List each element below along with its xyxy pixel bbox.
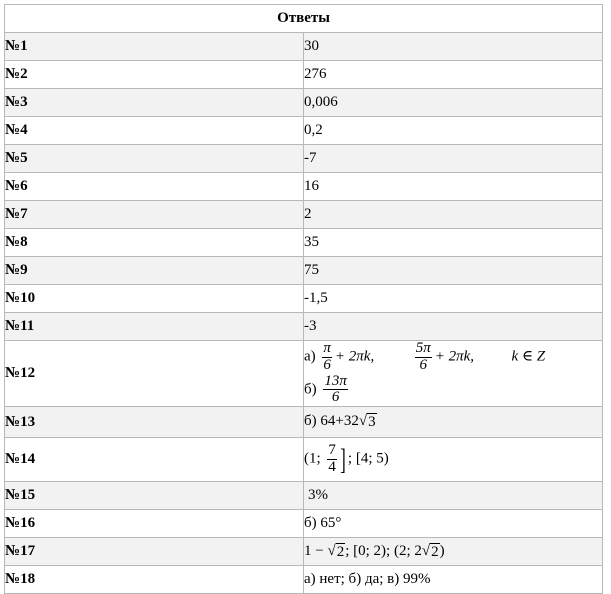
table-row: [5, 257, 603, 285]
answer-cell: [304, 407, 603, 438]
question-number: №12: [5, 341, 304, 407]
table-row: [5, 407, 603, 438]
interval-open: (1;: [304, 450, 321, 467]
table-row: [5, 229, 603, 257]
part-b-label: б): [304, 381, 317, 398]
sqrt-symbol: √: [327, 542, 336, 559]
fraction-numerator: 13π: [324, 372, 347, 389]
question-number: №6: [5, 173, 304, 201]
question-number: №2: [5, 61, 304, 89]
table-row: [5, 173, 603, 201]
answer-cell: б) 65°: [304, 510, 603, 538]
answer-text: -7: [304, 145, 603, 173]
fraction: [322, 341, 332, 374]
question-number: №5: [5, 145, 304, 173]
question-number: №17: [5, 538, 304, 566]
term: + 2πk,: [434, 348, 475, 365]
table-row: [5, 61, 603, 89]
answer-cell: [304, 538, 603, 566]
question-number: №18: [5, 566, 304, 594]
answer-cell: [304, 341, 603, 407]
condition: k ∈ Z: [511, 348, 546, 365]
part-a-label: а): [304, 348, 316, 365]
question-number: №3: [5, 89, 304, 117]
answer-text: 16: [304, 173, 603, 201]
answers-table: [4, 4, 603, 594]
fraction: [415, 341, 432, 374]
table-row: [5, 145, 603, 173]
answer-text: 0,2: [304, 117, 603, 145]
question-number: №16: [5, 510, 304, 538]
fraction-denominator: 4: [328, 459, 336, 475]
table-title: Ответы: [5, 5, 603, 33]
fraction-denominator: 6: [323, 356, 331, 373]
table-row: [5, 117, 603, 145]
square-root: [359, 413, 377, 431]
question-number: №11: [5, 313, 304, 341]
question-number: №14: [5, 438, 304, 482]
question-number: №7: [5, 201, 304, 229]
answer-text: 30: [304, 33, 603, 61]
answer-text: 2: [304, 201, 603, 229]
table-row: [5, 482, 603, 510]
answer-text: -1,5: [304, 285, 603, 313]
answer-text: 0,006: [304, 89, 603, 117]
answer-text: 276: [304, 61, 603, 89]
table-row: [5, 201, 603, 229]
question-number: №9: [5, 257, 304, 285]
fraction-numerator: 7: [328, 442, 336, 459]
table-row: [5, 89, 603, 117]
question-number: №8: [5, 229, 304, 257]
sqrt-radicand: 2: [431, 543, 439, 560]
answer-text: 3%: [308, 487, 328, 503]
table-row: [5, 538, 603, 566]
fraction-denominator: 6: [331, 389, 340, 406]
question-number: №15: [5, 482, 304, 510]
answer-cell: [304, 482, 603, 510]
table-row: [5, 33, 603, 61]
answer-cell: а) нет; б) да; в) 99%: [304, 566, 603, 594]
question-number: №10: [5, 285, 304, 313]
answer-part: 1 −: [304, 542, 328, 559]
table-row: [5, 285, 603, 313]
table-row: [5, 313, 603, 341]
square-root: [422, 543, 440, 561]
question-number: №4: [5, 117, 304, 145]
closing-bracket: ]: [340, 442, 346, 476]
answer-text: 75: [304, 257, 603, 285]
answer-text: 35: [304, 229, 603, 257]
interval-rest: ; [4; 5): [347, 450, 389, 467]
sqrt-radicand: 3: [368, 414, 376, 431]
sqrt-symbol: √: [358, 413, 368, 430]
table-row: [5, 510, 603, 538]
answer-part: ; [0; 2); (2; 2: [345, 542, 422, 559]
answer-text: -3: [304, 313, 603, 341]
fraction: [327, 443, 337, 476]
answer-cell: [304, 438, 603, 482]
sqrt-radicand: 2: [336, 543, 345, 560]
table-row: [5, 438, 603, 482]
question-number: №13: [5, 407, 304, 438]
answer-prefix: б) 64+32: [304, 413, 359, 430]
fraction-numerator: π: [323, 340, 331, 356]
table-row: [5, 566, 603, 594]
square-root: [327, 543, 345, 561]
term: + 2πk,: [334, 348, 375, 365]
sqrt-symbol: √: [421, 542, 431, 559]
fraction-denominator: 6: [419, 356, 427, 373]
table-row: [5, 341, 603, 407]
answer-part: ): [439, 542, 445, 559]
fraction-numerator: 5π: [415, 340, 431, 356]
fraction: [323, 374, 348, 407]
answer-rows: [5, 33, 603, 341]
question-number: №1: [5, 33, 304, 61]
